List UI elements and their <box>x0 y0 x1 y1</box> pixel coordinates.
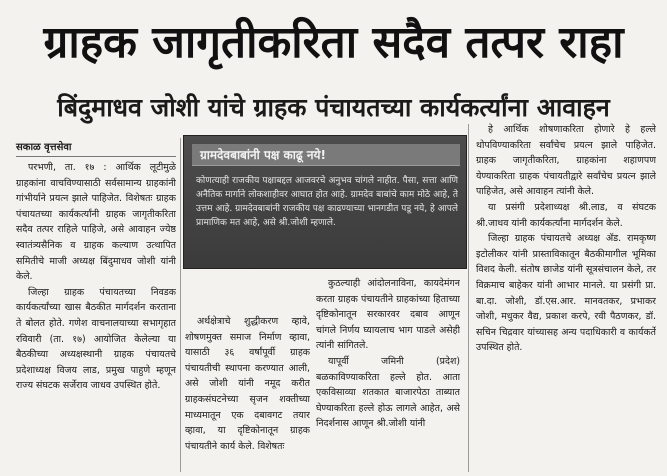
paragraph: यापूर्वी जमिनी (प्रदेश) बळकाविण्याकरिता हल्ले होत. आता एकविसाव्या शतकात बाजारपेठा ताब्यात घेण्याकरिता हल्ले होऊ लागले आहेत, असे निदर्शनास आणून श्री.जोशी यांनी <box>316 355 460 430</box>
highlight-box <box>183 135 467 269</box>
paragraph: हे आर्थिक शोषणाकरिता होणारे हे हल्ले थोपविण्याकरिता सर्वांचेच प्रयत्न झाले पाहिजेत. ग्राहक जागृतीकरिता, ग्राहकांना शहाणपण येण्याकरिता ग्राहक पंचायतीद्वारे सर्वांचेच प्रयत्न झाले पाहिजेत, असे आवाहन त्यांनी केले. <box>476 124 656 198</box>
highlight-box-title: ग्रामदेवबाबांनी पक्ष काढू नये! <box>192 144 460 166</box>
subheadline: बिंदुमाधव जोशी यांचे ग्राहक पंचायतच्या कार्यकर्त्यांना आवाहन <box>57 93 610 122</box>
paragraph: परभणी, ता. १७ : आर्थिक लूटीमुळे ग्राहकांना वाचविण्यासाठी सर्वसामान्य ग्राहकांनी गांभीर्याने प्रयत्न झाले पाहिजेत. विशेषतः ग्राहक पंचायतच्या कार्यकर्त्यांनी ग्राहक जागृतीकरिता सदैव तत्पर राहिले पाहिजे, असे आवाहन ज्येष्ठ स्वातंत्र्यसैनिक व ग्राहक कल्याण उत्थापित समितीचे माजी अध्यक्ष बिंदुमाधव जोशी यांनी केले. <box>16 162 176 283</box>
column-divider <box>468 124 469 472</box>
headline: ग्राहक जागृतीकरिता सदैव तत्पर राहा <box>43 17 624 68</box>
byline: सकाळ वृत्तसेवा <box>16 140 176 157</box>
article-column-4 <box>476 122 656 462</box>
article-column-2 <box>185 314 310 474</box>
paragraph: जिल्हा ग्राहक पंचायतच्या निवडक कार्यकर्त्यांच्या खास बैठकीत मार्गदर्शन करताना ते बोलत होते. गणेश वाचनालयाच्या सभागृहात रविवारी (ता. १७) आयोजित केलेल्या या बैठकीच्या अध्यक्षस्थानी ग्राहक पंचायतचे प्रदेशाध्यक्ष विजय लाड, प्रमुख पाहुणे म्हणून राज्य संघटक सर्जेराव जाधव उपस्थित होते. <box>16 286 176 392</box>
highlight-box-text: कोणत्याही राजकीय पक्षाबद्दल आजवरचे अनुभव चांगले नाहीत. पैसा, सत्ता आणि अनैतिक मार्गाने लोकशाहीवर आघात होत आहे. ग्रामदेव बाबांचे काम मोठे आहे, ते उत्तम आहे. ग्रामदेवबाबांनी राजकीय पक्ष काढण्याच्या भानगडीत पडू नये, हे आपले प्रामाणिक मत आहे, असे श्री.जोशी म्हणाले. <box>196 176 458 228</box>
column-divider <box>180 138 181 472</box>
paragraph: कुठल्याही आंदोलनाविना, कायदेमंगन करता ग्राहक पंचायतीने ग्राहकांच्या हिताच्या दृष्टिकोनातून सरकारवर दबाव आणून चांगले निर्णय घ्यायलाच भाग पाडले असेही त्यांनी सांगितले. <box>316 278 460 352</box>
paragraph: या प्रसंगी प्रदेशाध्यक्ष श्री.लाड, व संघटक श्री.जाधव यांनी कार्यकर्त्यांना मार्गदर्शन केले. <box>476 201 656 229</box>
paragraph: अर्थक्षेत्राचे शुद्धीकरण व्हावे, शोषणमुक्त समाज निर्माण व्हावा, यासाठी ३६ वर्षांपूर्वी ग्राहक पंचायतीची स्थापना करण्यात आली, असे जोशी यांनी नमूद करीत ग्राहकसंघटनेच्या सृजन शक्तीच्या माध्यमातून एक दबावगट तयार व्हावा, या दृष्टिकोनातून ग्राहक पंचायतीने कार्य केले. विशेषतः <box>185 316 310 452</box>
article-column-3 <box>316 276 460 474</box>
article-column-1 <box>16 160 176 472</box>
paragraph: जिल्हा ग्राहक पंचायतचे अध्यक्ष ॲड. रामकृष्ण इटोलीकर यांनी प्रास्ताविकातून बैठकीमागील भूमिका विशद केली. संतोष छाजेड यांनी सूत्रसंचालन केले, तर विक्रमाच बाहेकर यांनी आभार मानले. या प्रसंगी प्रा. बा.दा. जोशी, डॉ.एस.आर. मानवतकर, प्रभाकर जोशी, मधुकर वैद्य, प्रकाश करपे, रवी पैठणकर, डॉ. सचिन चिद्रवार यांच्यासह अन्य पदाधिकारी व कार्यकर्ते उपस्थित होते. <box>476 233 656 354</box>
